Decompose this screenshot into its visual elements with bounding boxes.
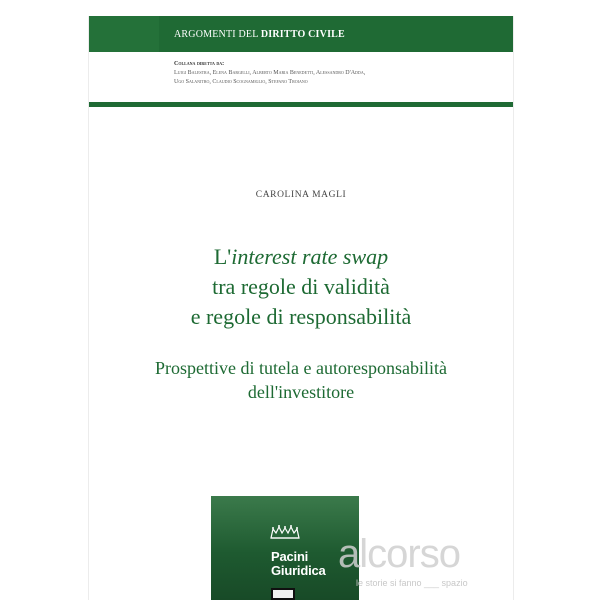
series-band-accent	[89, 16, 159, 52]
publisher-name-line-1: Pacini	[271, 549, 309, 564]
book-cover[interactable]	[88, 16, 514, 600]
publisher-emblem-icon	[269, 524, 301, 540]
series-header-band	[89, 16, 513, 52]
publisher-name-line-2: Giuridica	[271, 563, 326, 578]
book-title-prefix: L'	[213, 244, 232, 269]
book-title-line-2: tra regole di validità	[212, 274, 390, 299]
book-title-line-3: e regole di responsabilità	[190, 304, 412, 329]
book-author: CAROLINA MAGLI	[255, 190, 347, 200]
series-title-prefix: ARGOMENTI DEL	[174, 29, 261, 40]
series-title-emphasis: DIRITTO CIVILE	[260, 29, 345, 40]
publisher-logo-background	[211, 496, 359, 600]
book-title-line-1	[89, 242, 513, 272]
book-subtitle-line-2: dell'investitore	[247, 382, 355, 402]
series-editors-line-1: Luigi Balestra, Elena Bargelli, Alberto Maria Benedetti, Alessandro D'Adda,	[174, 70, 366, 76]
book-title-italic: interest rate swap	[231, 244, 389, 269]
book-subtitle-line-1: Prospettive di tutela e autoresponsabilità	[155, 358, 447, 378]
series-editors-line-2: Ugo Salanitro, Claudio Scognamiglio, Stefano Troiano	[174, 79, 308, 85]
series-editors	[174, 60, 504, 87]
publisher-logo-block	[211, 496, 359, 600]
series-divider-rule	[89, 102, 513, 107]
publisher-strip-inset	[273, 590, 293, 598]
watermark-tagline: le storie si fanno ___ spazio	[356, 578, 468, 588]
watermark-brand: alcorso	[338, 532, 460, 576]
series-editors-label: Collana diretta da:	[174, 61, 225, 67]
book-subtitle	[89, 356, 513, 404]
series-title	[174, 29, 345, 40]
publisher-name	[271, 550, 326, 578]
book-title	[89, 242, 513, 332]
